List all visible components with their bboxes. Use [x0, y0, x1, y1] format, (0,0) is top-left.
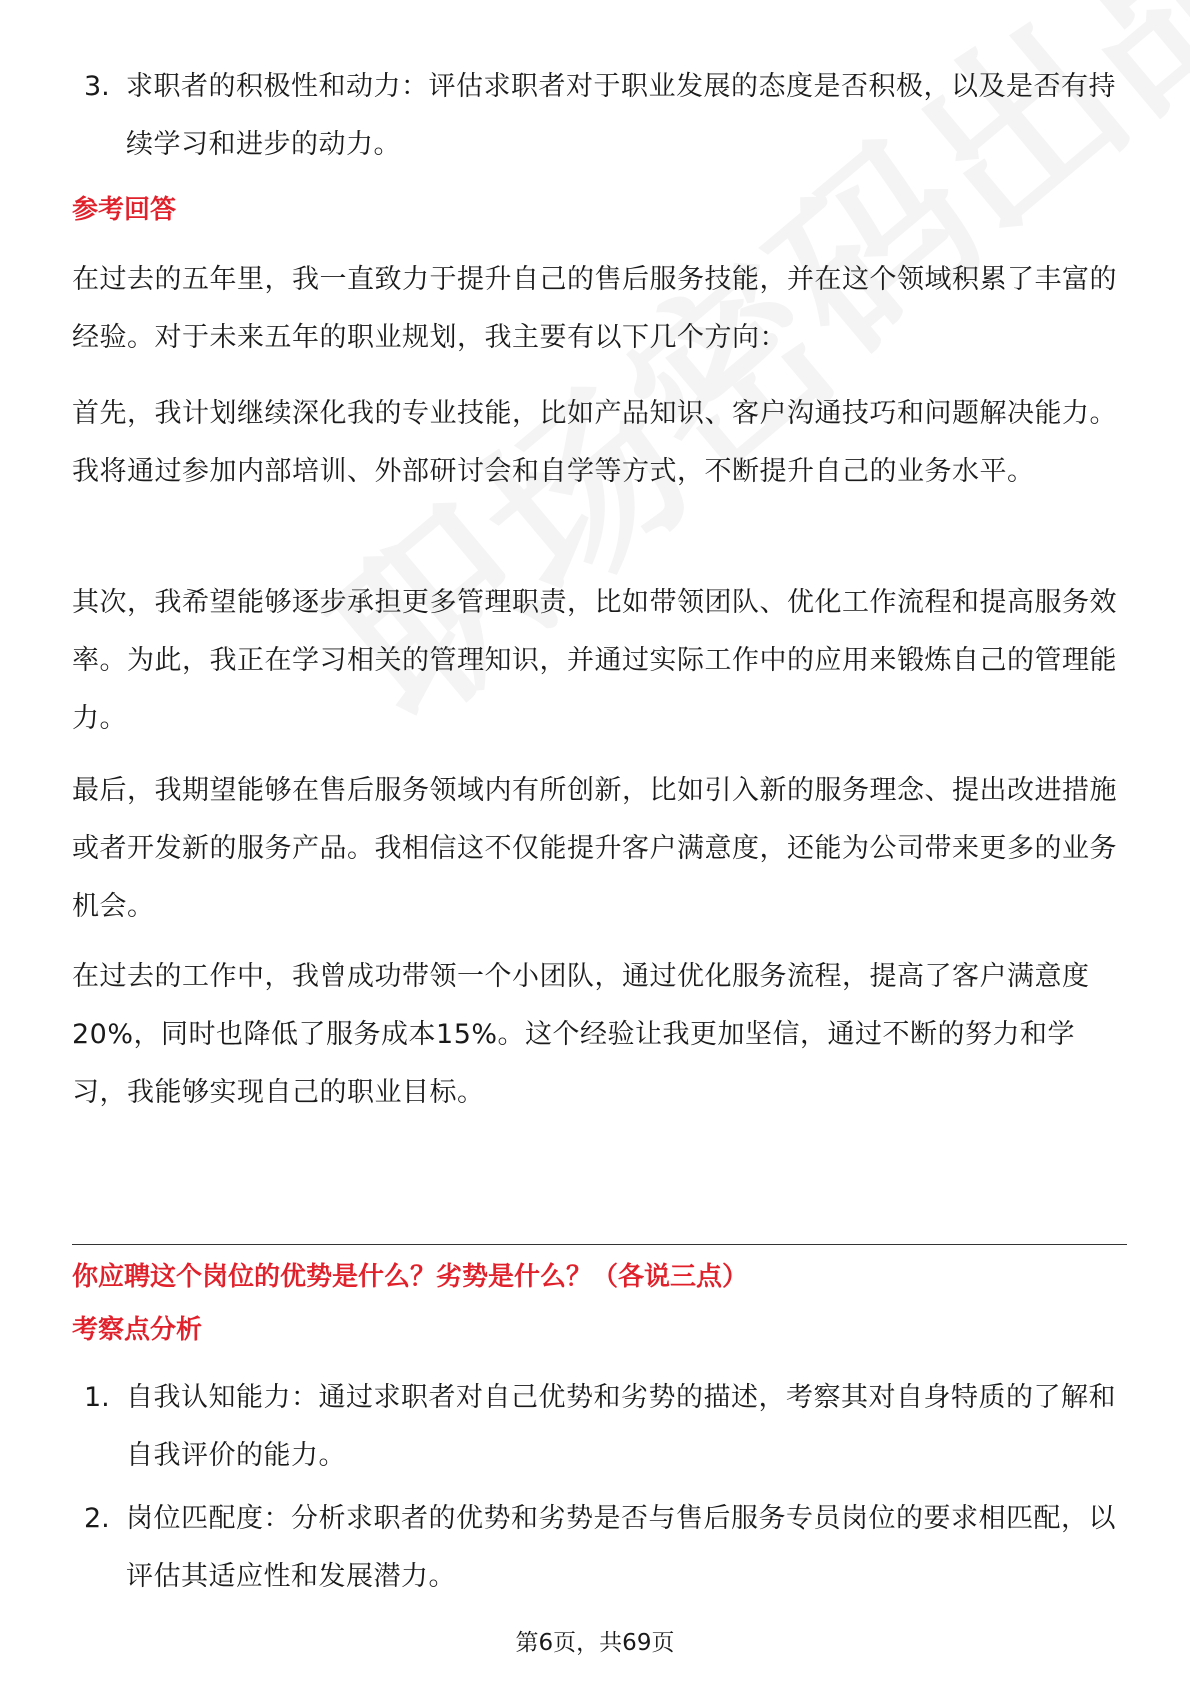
- answer-paragraph: 首先，我计划继续深化我的专业技能，比如产品知识、客户沟通技巧和问题解决能力。我将通过参加内部培训、外部研讨会和自学等方式，不断提升自己的业务水平。: [72, 398, 1117, 487]
- answer-paragraph: 其次，我希望能够逐步承担更多管理职责，比如带领团队、优化工作流程和提高服务效率。为此，我正在学习相关的管理知识，并通过实际工作中的应用来锻炼自己的管理能力。: [72, 587, 1117, 734]
- list-item: [72, 1490, 1132, 1606]
- reference-answer-heading: 参考回答: [72, 195, 177, 225]
- list-item: [72, 1369, 1132, 1485]
- question-title: 你应聘这个岗位的优势是什么？劣势是什么？（各说三点）: [72, 1262, 749, 1292]
- list-item-text: 求职者的积极性和动力：评估求职者对于职业发展的态度是否积极，以及是否有持续学习和进步的动力。: [126, 71, 1116, 160]
- answer-paragraph: 在过去的五年里，我一直致力于提升自己的售后服务技能，并在这个领域积累了丰富的经验。对于未来五年的职业规划，我主要有以下几个方向：: [72, 264, 1117, 353]
- list-number: 3.: [84, 71, 110, 102]
- list-item: [72, 58, 1132, 174]
- list-number: 1.: [84, 1382, 110, 1413]
- page-footer: 第6页，共69页: [515, 1630, 675, 1656]
- list-item-text: 岗位匹配度：分析求职者的优势和劣势是否与售后服务专员岗位的要求相匹配，以评估其适应性和发展潜力。: [126, 1503, 1116, 1592]
- answer-paragraph: 最后，我期望能够在售后服务领域内有所创新，比如引入新的服务理念、提出改进措施或者开发新的服务产品。我相信这不仅能提升客户满意度，还能为公司带来更多的业务机会。: [72, 775, 1117, 922]
- list-number: 2.: [84, 1503, 110, 1534]
- section-divider: [72, 1244, 1127, 1245]
- answer-paragraph: 在过去的工作中，我曾成功带领一个小团队，通过优化服务流程，提高了客户满意度20%，同时也降低了服务成本15%。这个经验让我更加坚信，通过不断的努力和学习，我能够实现自己的职业目标。: [72, 961, 1090, 1108]
- list-item-text: 自我认知能力：通过求职者对自己优势和劣势的描述，考察其对自身特质的了解和自我评价的能力。: [126, 1382, 1116, 1471]
- analysis-heading: 考察点分析: [72, 1315, 203, 1345]
